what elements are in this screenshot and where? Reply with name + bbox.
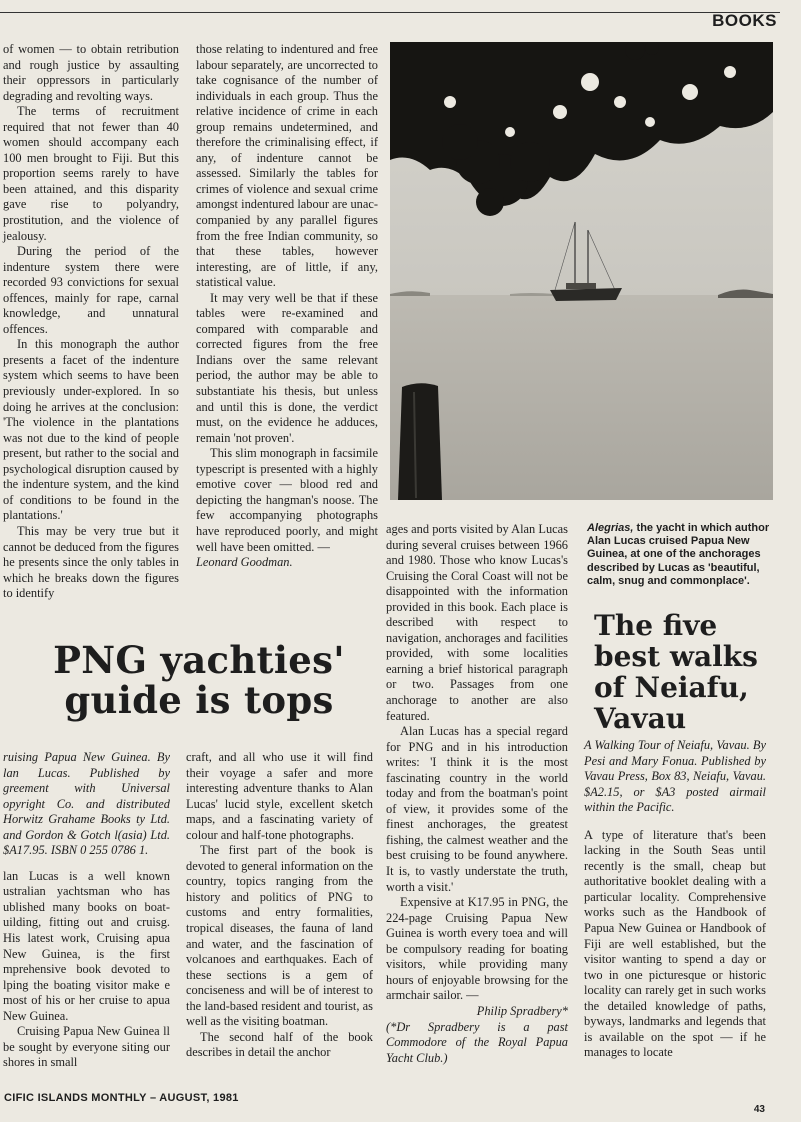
paragraph: Alan Lucas has a special regard for PNG and in his introduction writes: 'I think it is the most fascinating country in the world today and from the boatman's point of view, it provides some of the finest anchorages, the greatest fishing, the calmest weather and the best cruising to be found anywhere. It is, to vastly understate the truth, worth a visit.' bbox=[386, 724, 568, 894]
paragraph: Cruising Papua New Guinea ll be sought by everyone siting our shores in small bbox=[3, 1024, 170, 1070]
column-3 bbox=[386, 522, 568, 1066]
paragraph: Expensive at K17.95 in PNG, the 224-page Cruising Papua New Guinea is worth every toea and will be compulsory reading for boating visitors, while providing many hours of enjoyable browsing for the armchair sailor. — bbox=[386, 895, 568, 1003]
caption-yacht-name: Alegrias, bbox=[587, 522, 634, 534]
book-bibliography: A Walking Tour of Neiafu, Vavau. By Pesi and Mary Fonua. Published by Vavau Press, Box 83, Neiafu, Vavau. $A2.15, or $A3 posted airmail within the Pacific. bbox=[584, 738, 766, 815]
author-signature: Leonard Goodman. bbox=[196, 555, 293, 570]
column-1-bottom bbox=[3, 750, 170, 1071]
headline-png-guide: PNG yachties' guide is tops bbox=[53, 638, 345, 722]
column-2-top bbox=[196, 42, 378, 571]
paragraph: The terms of recruitment required that not fewer than 40 women should accompany each 100 men brought to Fiji. But this proportion seems rarely to have been attained, and this disparity gave rise to polyandry, prostitution, and the violence of jealousy. bbox=[3, 104, 179, 243]
column-2-bottom bbox=[186, 750, 373, 1061]
headline-neiafu-walks: The five best walks of Neiafu, Vavau bbox=[594, 609, 758, 735]
column-1-top bbox=[3, 42, 179, 602]
footer-publication: CIFIC ISLANDS MONTHLY – AUGUST, 1981 bbox=[4, 1092, 239, 1104]
yacht-photo bbox=[390, 42, 773, 500]
paragraph: craft, and all who use it will find their voyage a safer and more interesting adventure thanks to Alan Lucas' lucid style, excellent sketch maps, and a fascinating variety of colour and half-tone photographs. bbox=[186, 750, 373, 842]
section-label: BOOKS bbox=[712, 11, 777, 30]
paragraph: lan Lucas is a well known ustralian yachtsman who has ublished many books on boatuilding, fitting out and cruisg. His latest work, Cruising apua New Guinea, is the first mprehensive book devoted to lping the boating visitor make e most of his or her cruise to apua New Guinea. bbox=[3, 868, 170, 1023]
paragraph: ages and ports visited by Alan Lucas during several cruises between 1966 and 1980. Those who know Lucas's Cruising the Coral Coast will not be disappointed with the information provided in this book. Each place is described with respect to navigation, anchorages and facilities provided, with some localities earning a brief historical paragraph or two. Passages from one anchorage to another are also featured. bbox=[386, 522, 568, 723]
photo-caption bbox=[587, 522, 775, 588]
paragraph: A type of literature that's been lacking in the South Seas until recently is the small, cheap but authoritative booklet dealing with a particular locality. Comprehensive works such as the Handbook of Papua New Guinea or Handbook of Fiji are well established, but the visitor wanting to spend a day or two in one picturesque or historic locality can rarely get in such works the detailed knowledge of paths, byways, landmarks and legends that is available on the spot — if he manages to locate bbox=[584, 827, 766, 1060]
book-bibliography: ruising Papua New Guinea. By lan Lucas. Published by greement with Universal opyright Co. and distributed Horwitz Grahame Books ty Ltd. and Gordon & Gotch l(asia) Ltd. $A17.95. ISBN 0 255 0786 1. bbox=[3, 750, 170, 858]
column-4 bbox=[584, 738, 766, 1061]
paragraph: The second half of the book describes in detail the anchor bbox=[186, 1029, 373, 1060]
top-rule bbox=[0, 12, 780, 13]
paragraph: The first part of the book is devoted to general information on the country, topics ranging from the history and politics of PNG to customs and entry formalities, tropical diseases, the fauna of land and water, and the fascination of volcanoes and earthquakes. Each of these sections is a gem of conciseness and will be of interest to the land-based resident and tourist, as well as the visiting boatman. bbox=[186, 843, 373, 1029]
author-note: (*Dr Spradbery is a past Commodore of the Royal Papua Yacht Club.) bbox=[386, 1019, 568, 1065]
paragraph: During the period of the indenture system there were recorded 93 convictions for sexual offences, mainly for rape, carnal knowledge, and unnatural offences. bbox=[3, 244, 179, 336]
page-number: 43 bbox=[753, 1104, 765, 1115]
caption-text: the yacht in which author Alan Lucas cruised Papua New Guinea, at one of the anchorages described by Lucas as 'beautiful, calm, snug and commonplace'. bbox=[587, 522, 770, 587]
paragraph: of women — to obtain retribution and rough justice by assaulting their oppressors in particularly degrading and revolting ways. bbox=[3, 42, 179, 103]
paragraph: In this monograph the author presents a facet of the indenture system which seems to have been previously under-explored. In so doing he arrives at the conclusion: 'The violence in the plantations was not due to the kind of people present, but rather to the social and psychological disruption caused by the indenture system, and the kind of conditions to be found in the plantations.' bbox=[3, 337, 179, 523]
paragraph: This slim monograph in facsimile typescript is presented with a highly emotive cover — blood red and depicting the hangman's noose. The few accompanying photographs have reproduced poorly, and might well have been omitted. — bbox=[196, 446, 378, 554]
paragraph: It may very well be that if these tables were re-examined and compared with comparable and corrected figures from the free Indians over the same relevant period, the author may be able to substantiate his thesis, but unless and until this is done, the verdict must, on the evidence he adduces, remain 'not proven'. bbox=[196, 290, 378, 445]
author-signature: Philip Spradbery* bbox=[476, 1003, 568, 1018]
paragraph: This may be very true but it cannot be deduced from the figures he presents since the only tables in which he breaks down the figures to identify bbox=[3, 523, 179, 601]
paragraph: those relating to indentured and free labour separately, are uncorrected to take cognisance of the number of individuals in each group. Thus the relative incidence of crime in each group remains undetermined, and therefore the criminalising effect, if any, of indenture cannot be assessed. Similarly the tables for crimes of violence and sexual crime amongst indentured labour are unaccompanied by any parallel figures from the free Indian community, so that these tables, however interesting, are of little, if any, statistical value. bbox=[196, 42, 378, 290]
